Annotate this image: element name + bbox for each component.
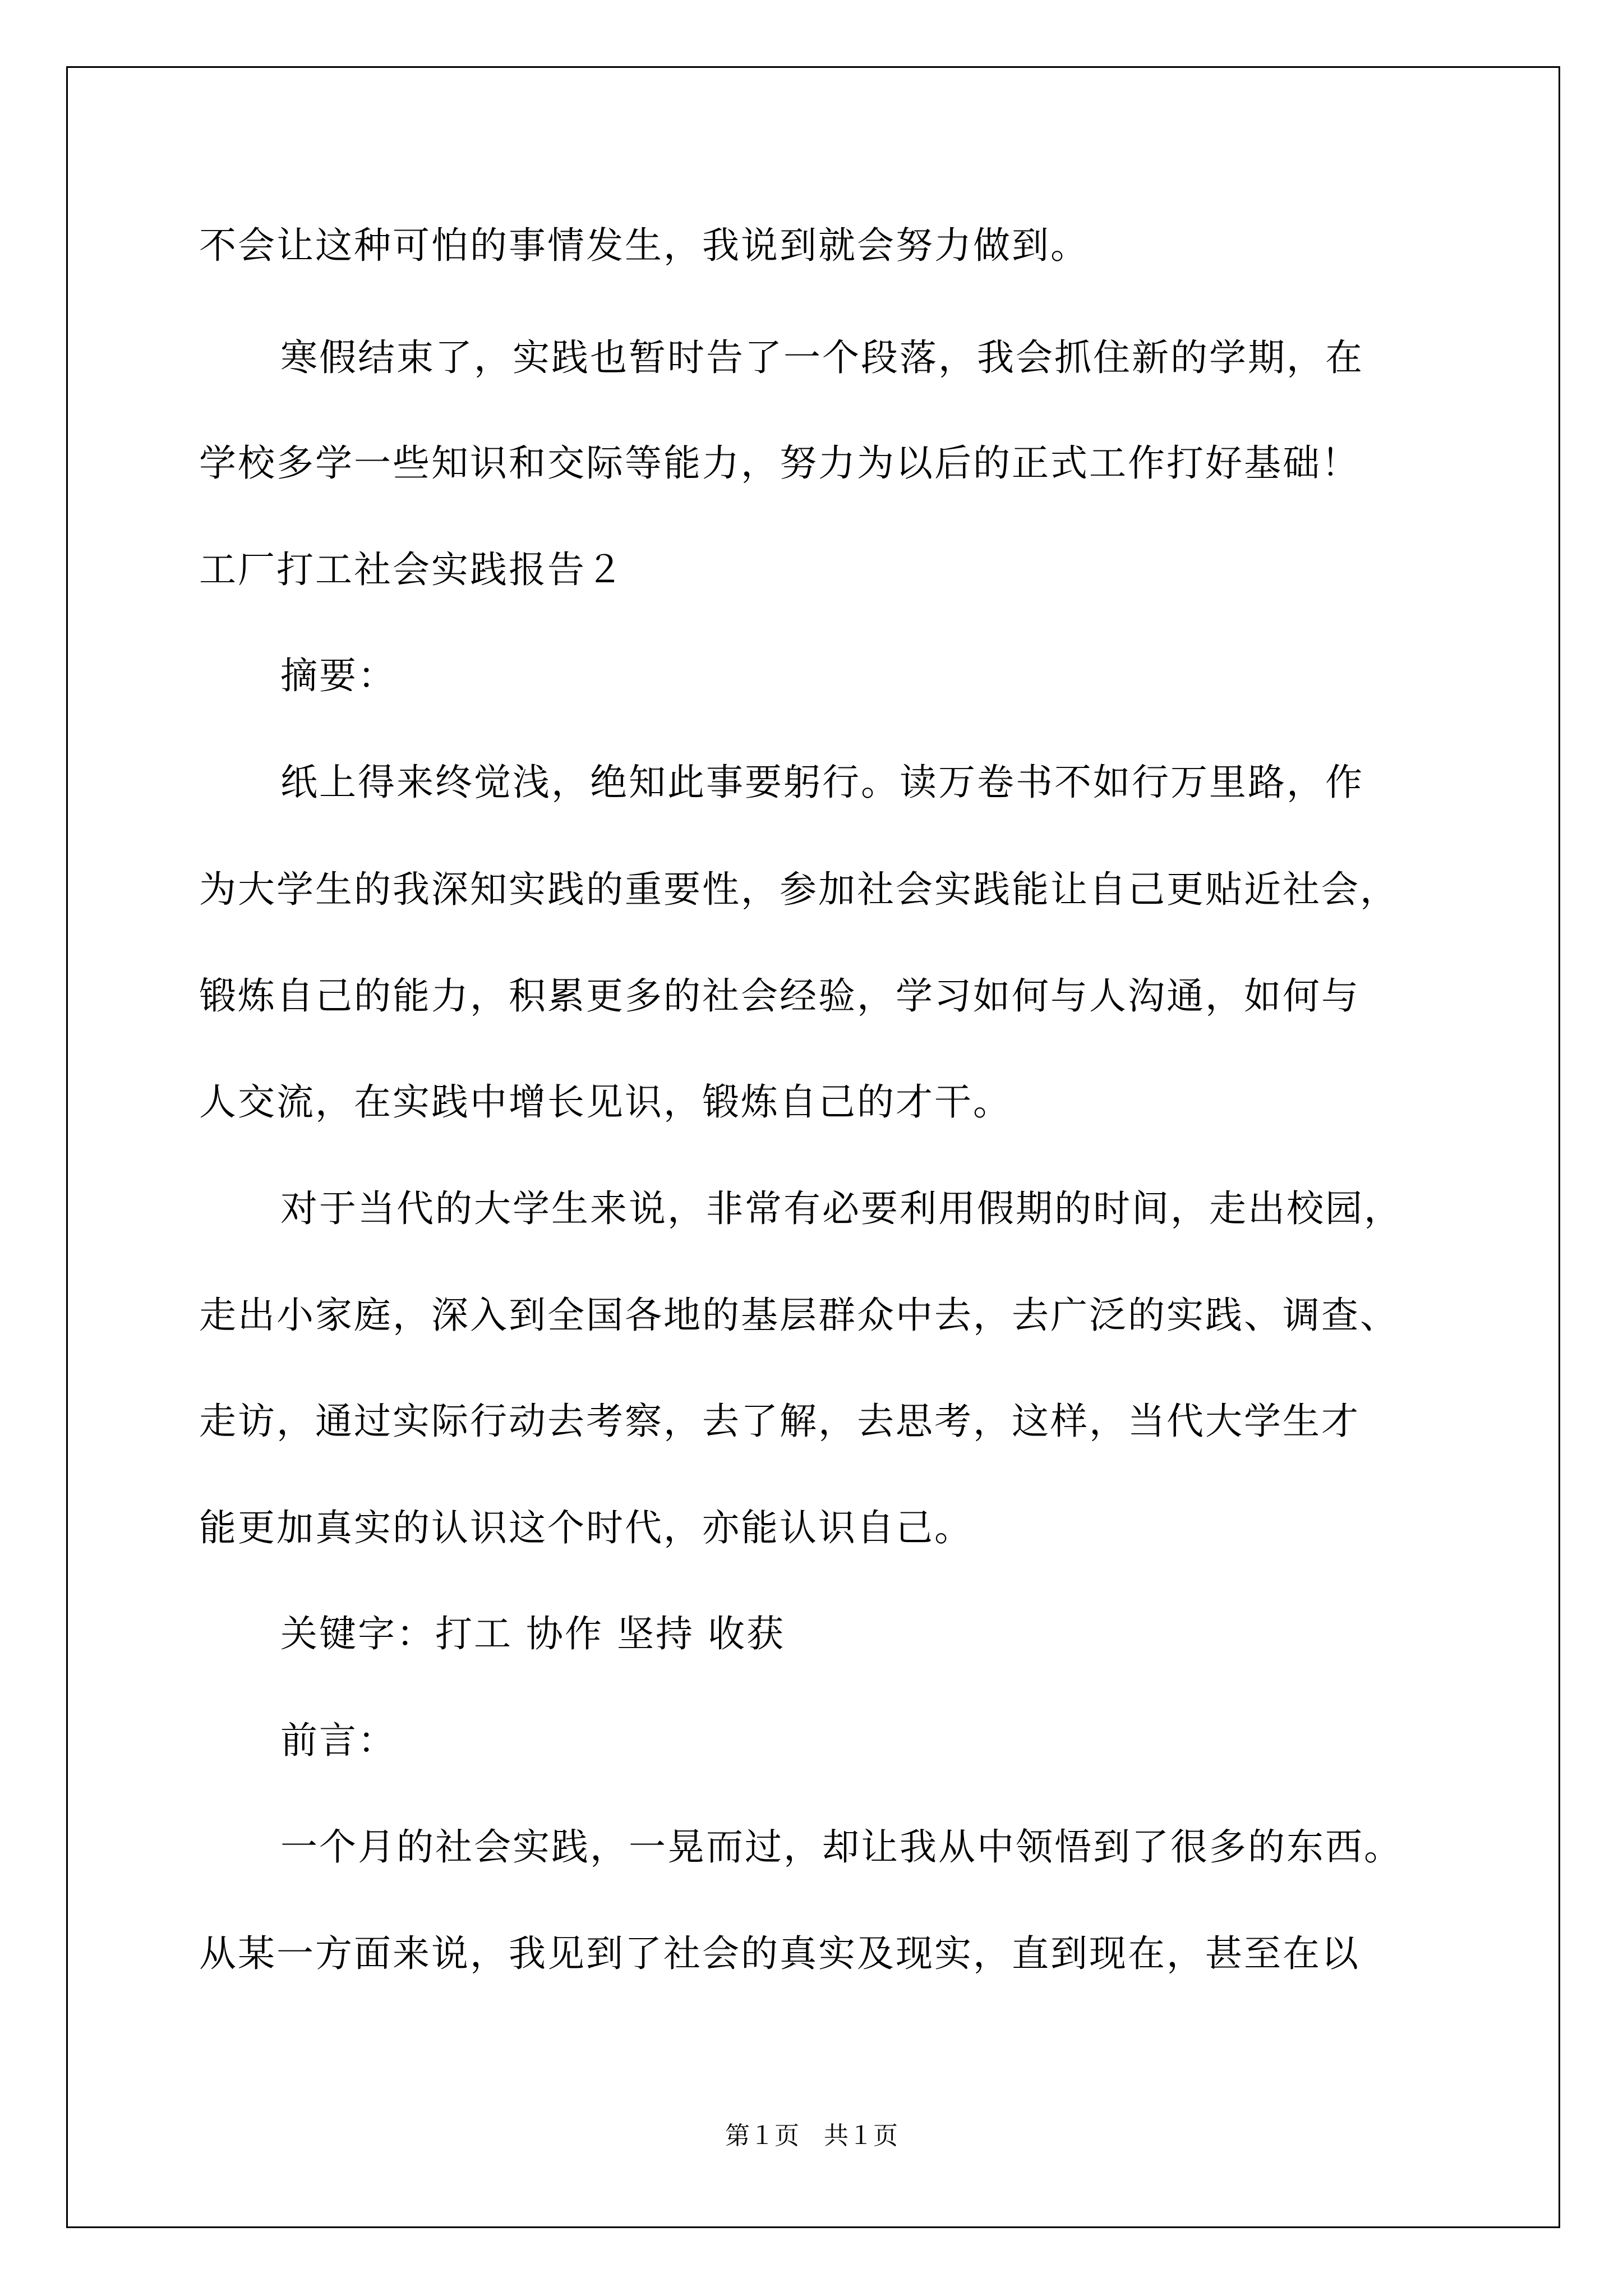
body-line: 锻炼自己的能力，积累更多的社会经验，学习如何与人沟通，如何与 [199, 974, 1360, 1018]
body-line: 纸上得来终觉浅，绝知此事要躬行。读万卷书不如行万里路，作 [280, 761, 1364, 804]
body-line: 能更加真实的认识这个时代，亦能认识自己。 [199, 1506, 973, 1549]
page-footer: 第１页 共１页 [725, 2122, 898, 2150]
body-line: 为大学生的我深知实践的重要性，参加社会实践能让自己更贴近社会， [199, 868, 1399, 911]
body-line: 从某一方面来说，我见到了社会的真实及现实，直到现在，甚至在以 [199, 1932, 1360, 1975]
section-heading: 工厂打工社会实践报告２ [199, 548, 625, 591]
body-line: 对于当代的大学生来说，非常有必要利用假期的时间，走出校园， [280, 1187, 1403, 1230]
page-border [66, 66, 1560, 2228]
abstract-label: 摘要： [280, 654, 396, 697]
body-line: 一个月的社会实践，一晃而过，却让我从中领悟到了很多的东西。 [280, 1825, 1403, 1869]
body-line: 寒假结束了，实践也暂时告了一个段落，我会抓住新的学期，在 [280, 336, 1364, 379]
body-line: 不会让这种可怕的事情发生，我说到就会努力做到。 [199, 224, 1089, 267]
preface-label: 前言： [280, 1719, 396, 1762]
body-line: 学校多学一些知识和交际等能力，努力为以后的正式工作打好基础！ [199, 441, 1360, 485]
keywords-line: 关键字：打工 协作 坚持 收获 [280, 1612, 785, 1655]
body-line: 走出小家庭，深入到全国各地的基层群众中去，去广泛的实践、调查、 [199, 1294, 1399, 1337]
body-line: 走访，通过实际行动去考察，去了解，去思考，这样，当代大学生才 [199, 1400, 1360, 1443]
body-line: 人交流，在实践中增长见识，锻炼自己的才干。 [199, 1080, 1012, 1124]
